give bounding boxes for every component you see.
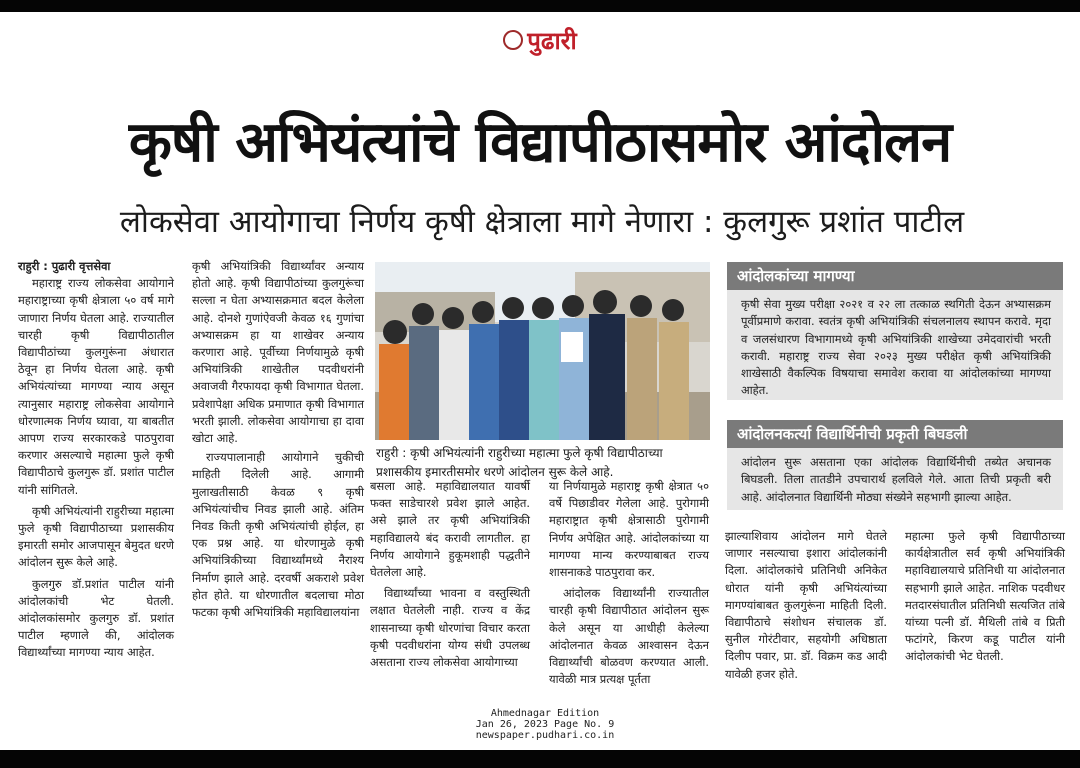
health-box-title: आंदोलनकर्त्या विद्यार्थिनीची प्रकृती बिघडली bbox=[727, 420, 1063, 448]
demands-box-body: कृषी सेवा मुख्य परीक्षा २०२१ व २२ ला तत्काळ स्थगिती देऊन अभ्यासक्रम पूर्वीप्रमाणे करावा. स्वतंत्र कृषी अभियांत्रिकी संचलनालय स्थापन करावे. मृदा व जलसंधारण विभागामध्ये कृषी अभियांत्रिकी शाखेच्या उमेदवारांची भरती करावी. महाराष्ट्र राज्य सेवा २०२३ मुख्य परीक्षेत कृषी अभियांत्रिकी शाखेसाठी वैकल्पिक विषयाचा समावेश करावा या आंदोलकांच्या मागण्या आहेत. bbox=[741, 297, 1051, 398]
paragraph: विद्यार्थ्यांच्या भावना व वस्तुस्थिती लक्षात घेतलेली नाही. राज्य व केंद्र शासनाच्या कृषी धोरणांचा विचार करता कृषी पदवीधरांना योग्य संधी उपलब्ध असताना राज्य लोकसेवा आयोगाच्या bbox=[370, 586, 530, 670]
health-box bbox=[727, 420, 1063, 510]
dateline: राहुरी : पुढारी वृत्तसेवा bbox=[18, 259, 111, 273]
article-column-6 bbox=[905, 528, 1065, 666]
article-column-4 bbox=[549, 478, 709, 688]
paragraph: या निर्णयामुळे महाराष्ट्र कृषी क्षेत्रात ५० वर्षे पिछाडीवर गेलेला आहे. पुरोगामी महाराष्ट्रात कृषी क्षेत्रासाठी पुरोगामी निर्णय अपेक्षित आहे. आंदोलकांच्या या मागण्या मान्य करण्याबाबत राज्य शासनाकडे पाठपुरावा कर. bbox=[549, 479, 709, 580]
edition-footer bbox=[440, 708, 650, 741]
paragraph: राज्यपालानाही आयोगाने चुकीची माहिती दिलेली आहे. आगामी मुलाखतीसाठी केवळ ९ कृषी अभियंत्यांचीच निवड झाली आहे. अंतिम निवड किती कृषी अभियंत्यांची होईल, हा एक प्रश्न आहे. या धोरणामुळे कृषी अभियांत्रिकीच्या विद्यार्थ्यांमध्ये नैराश्य निर्माण झाले आहे. दरवर्षी अकराशे प्रवेश होत होते. या धोरणातील बदलाचा मोठा फटका कृषी अभियांत्रिकी महाविद्यालयांना bbox=[192, 450, 364, 620]
bottom-frame-bar bbox=[0, 750, 1080, 768]
protest-photo bbox=[375, 262, 710, 440]
newspaper-masthead bbox=[480, 22, 600, 58]
paragraph: कृषी अभियांत्रिकी विद्यार्थ्यांवर अन्याय होतो आहे. कृषी विद्यापीठांच्या कुलगुरूंचा सल्ला न घेता अभ्यासक्रमात बदल केलेला आहे. दोनशे गुणांऐवजी केवळ १६ गुणांचा अभ्यासक्रम हा या शाखेवर अन्याय करणारा आहे. पूर्वीच्या निर्णयामुळे कृषी अभियांत्रिकी शाखेतील पदवीधरांनी अवाजवी गैरफायदा कृषी विभागात घेतला. प्रवेशापेक्षा अधिक प्रमाणात कृषी विभागात भरती झाली. लोकसेवा आयोगाचा हा दावा खोटा आहे. bbox=[192, 259, 364, 446]
paragraph: कृषी अभियंत्यांनी राहुरीच्या महात्मा फुले कृषी विद्यापीठाच्या प्रशासकीय इमारती समोर आजपासून बेमुदत धरणे आंदोलन सुरू केले आहे. bbox=[18, 503, 174, 570]
paragraph: महात्मा फुले कृषी विद्यापीठाच्या कार्यक्षेत्रातील सर्व कृषी अभियांत्रिकी महाविद्यालयाचे प्रतिनिधी या आंदोलनात सहभागी झाले आहेत. नाशिक पदवीधर मतदारसंघातील प्रतिनिधी सत्यजित तांबे यांच्या पत्नी डॉ. मैथिली तांबे व प्रिती फटांगरे, किरण कडू पाटील यांनी आंदोलकांची भेट घेतली. bbox=[905, 529, 1065, 664]
article-column-1 bbox=[18, 258, 174, 662]
footer-edition: Ahmednagar Edition bbox=[490, 708, 600, 719]
footer-site: newspaper.pudhari.co.in bbox=[475, 730, 615, 741]
photo-caption: राहुरी : कृषी अभियंत्यांनी राहुरीच्या महात्मा फुले कृषी विद्यापीठाच्या प्रशासकीय इमारतीसमोर धरणे आंदोलन सुरू केले आहे. bbox=[376, 446, 663, 479]
demands-box-title: आंदोलकांच्या मागण्या bbox=[727, 262, 1063, 290]
paragraph: महाराष्ट्र राज्य लोकसेवा आयोगाने महाराष्ट्राच्या कृषी क्षेत्राला ५० वर्ष मागे जाणारा निर्णय घेतला आहे. राज्यातील चारही कृषी विद्यापीठातील विद्यापीठांच्या कुलगुरूंना अंधारात ठेवून हा निर्णय घेतला आहे. कृषी अभियंत्यांच्या मागण्या न्याय असून त्यानुसार महाराष्ट्र लोकसेवा आयोगाने धोरणात्मक निर्णय घ्यावा, या बाबतीत आपण राज्य सरकारकडे पाठपुरावा करणार असल्याचे महात्मा फुले कृषी विद्यापीठाचे कुलगुरू डॉ. प्रशांत पाटील यांनी सांगितले. bbox=[18, 276, 174, 497]
top-frame-bar bbox=[0, 0, 1080, 12]
paragraph: बसला आहे. महाविद्यालयात यावर्षी फक्त साडेचारशे प्रवेश झाले आहेत. असे झाले तर कृषी अभियांत्रिकी महाविद्यालये बंद करावी लागतील. हा निर्णय आयोगाने हुकूमशाही पद्धतीने घेतलेला आहे. bbox=[370, 479, 530, 580]
article-column-2 bbox=[192, 258, 364, 621]
protest-photo-image bbox=[375, 262, 710, 440]
paragraph: आंदोलक विद्यार्थ्यांनी राज्यातील चारही कृषी विद्यापीठात आंदोलन सुरू केले असून या आधीही केलेल्या आंदोलनात केवळ आश्वासन देऊन विद्यार्थ्यांची बोळवण करण्यात आली. यावेळी मात्र प्रत्यक्ष पूर्तता bbox=[549, 586, 709, 687]
demands-box bbox=[727, 262, 1063, 400]
headline: कृषी अभियंत्यांचे विद्यापीठासमोर आंदोलन bbox=[128, 110, 952, 175]
paragraph: झाल्याशिवाय आंदोलन मागे घेतले जाणार नसल्याचा इशारा आंदोलकांनी दिला. आंदोलकांचे प्रतिनिधी अनिकेत धोरात यांनी कृषी अभियंत्यांच्या मागण्यांबाबत कुलगुरूंना माहिती दिली. विद्यापीठाचे संशोधन संचालक डॉ. सुनील गोरंटीवार, सहयोगी अधिष्ठाता दिलीप पवार, प्रा. डॉ. विक्रम कड आदी यावेळी हजर होते. bbox=[725, 529, 887, 681]
logo-emblem-icon bbox=[503, 30, 523, 50]
health-box-body: आंदोलन सुरू असताना एका आंदोलक विद्यार्थिनीची तब्येत अचानक बिघडली. तिला तातडीने उपचारार्थ हलविले गेले. आता तिची प्रकृती बरी आहे. आंदोलनात विद्यार्थिनी मोठ्या संख्येने सहभागी झाल्या आहेत. bbox=[741, 455, 1051, 504]
subheadline: लोकसेवा आयोगाचा निर्णय कृषी क्षेत्राला मागे नेणारा : कुलगुरू प्रशांत पाटील bbox=[119, 204, 965, 240]
masthead-title: पुढारी bbox=[527, 26, 577, 55]
article-column-5 bbox=[725, 528, 887, 683]
footer-date-page: Jan 26, 2023 Page No. 9 bbox=[475, 719, 615, 730]
paragraph: कुलगुरु डॉ.प्रशांत पाटील यांनी आंदोलकांची भेट घेतली. आंदोलकांसमोर कुलगुरु डॉ. प्रशांत पाटील म्हणाले की, आंदोलक विद्यार्थ्यांच्या मागण्या न्याय आहेत. bbox=[18, 576, 174, 660]
article-column-3 bbox=[370, 478, 530, 671]
